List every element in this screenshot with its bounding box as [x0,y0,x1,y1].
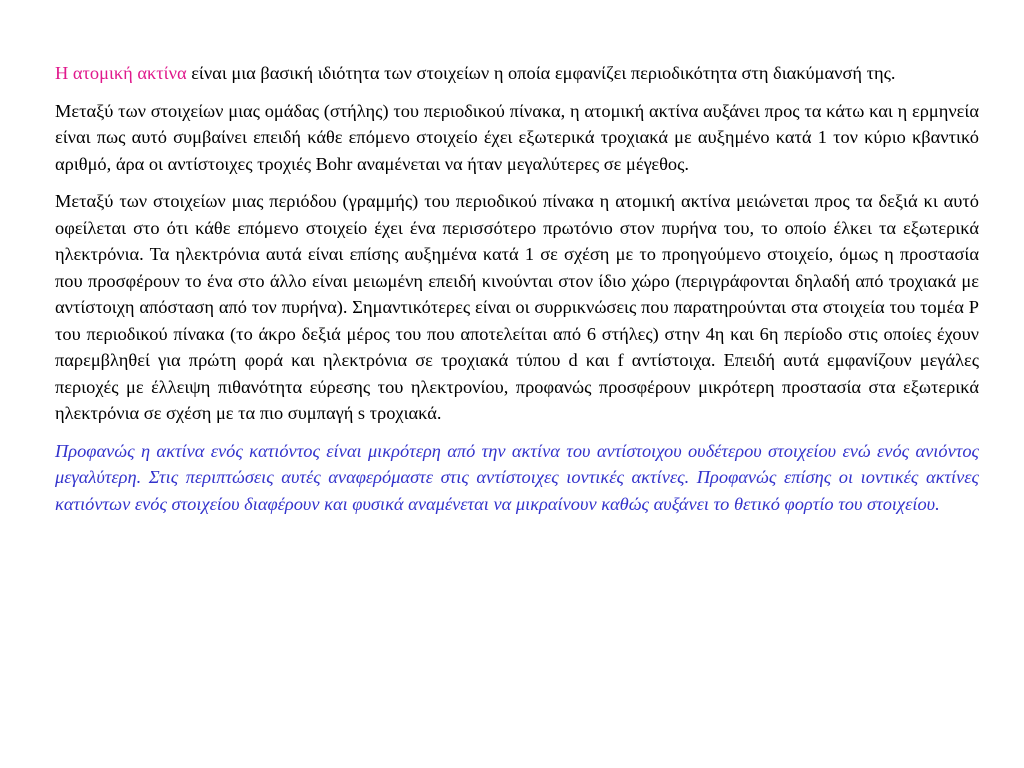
slide-content [55,60,979,528]
paragraph-intro-text: είναι μια βασική ιδιότητα των στοιχείων η οποία εμφανίζει περιοδικότητα στη διακύμανσή της. [186,63,896,83]
paragraph-ionic-radii: Προφανώς η ακτίνα ενός κατιόντος είναι μικρότερη από την ακτίνα του αντίστοιχου ουδέτερου στοιχείου ενώ ενός ανιόντος μεγαλύτερη. Στις περιπτώσεις αυτές αναφερόμαστε στις αντίστοιχες ιοντικές ακτίνες. Προφανώς επίσης οι ιοντικές ακτίνες κατιόντων ενός στοιχείου διαφέρουν και φυσικά αναμένεται να μικραίνουν καθώς αυξάνει το θετικό φορτίο του στοιχείου. [55,440,979,514]
highlighted-term: Η ατομική ακτίνα [55,63,187,83]
paragraph-period-trend: Μεταξύ των στοιχείων μιας περιόδου (γραμμής) του περιοδικού πίνακα η ατομική ακτίνα μειώνεται προς τα δεξιά κι αυτό οφείλεται στο ότι κάθε επόμενο στοιχείο έχει ένα περισσότερο πρωτόνιο στον πυρήνα του, το οποίο έλκει τα εξωτερικά ηλεκτρόνια. Τα ηλεκτρόνια αυτά είναι επίσης αυξημένα κατά 1 σε σχέση με το προηγούμενο στοιχείο, όμως η προστασία που προσφέρουν το ένα στο άλλο είναι μειωμένη επειδή κινούνται στον ίδιο χώρο (περιγράφονται δηλαδή από τροχιακά με αντίστοιχη απόσταση από τον πυρήνα). Σημαντικότερες είναι οι συρρικνώσεις που παρατηρούνται στα στοιχεία του τομέα P του περιοδικού πίνακα (το άκρο δεξιά μέρος του που αποτελείται από 6 στήλες) στην 4η και 6η περίοδο στις οποίες έχουν παρεμβληθεί για πρώτη φορά και ηλεκτρόνια σε τροχιακά τύπου d και f αντίστοιχα. Επειδή αυτά εμφανίζουν μεγάλες περιοχές με έλλειψη πιθανότητα εύρεσης του ηλεκτρονίου, προφανώς προσφέρουν μικρότερη προστασία στα εξωτερικά ηλεκτρόνια σε σχέση με τα πιο συμπαγή s τροχιακά. [55,191,979,423]
paragraph-group-trend: Μεταξύ των στοιχείων μιας ομάδας (στήλης) του περιοδικού πίνακα, η ατομική ακτίνα αυξάνει προς τα κάτω και η ερμηνεία είναι πως αυτό συμβαίνει επειδή κάθε επόμενο στοιχείο έχει εξωτερικά τροχιακά με αυξημένο κατά 1 τον κύριο κβαντικό αριθμό, άρα οι αντίστοιχες τροχιές Bohr αναμένεται να ήταν μεγαλύτερες σε μέγεθος. [55,100,979,174]
paragraph-intro [55,60,979,87]
